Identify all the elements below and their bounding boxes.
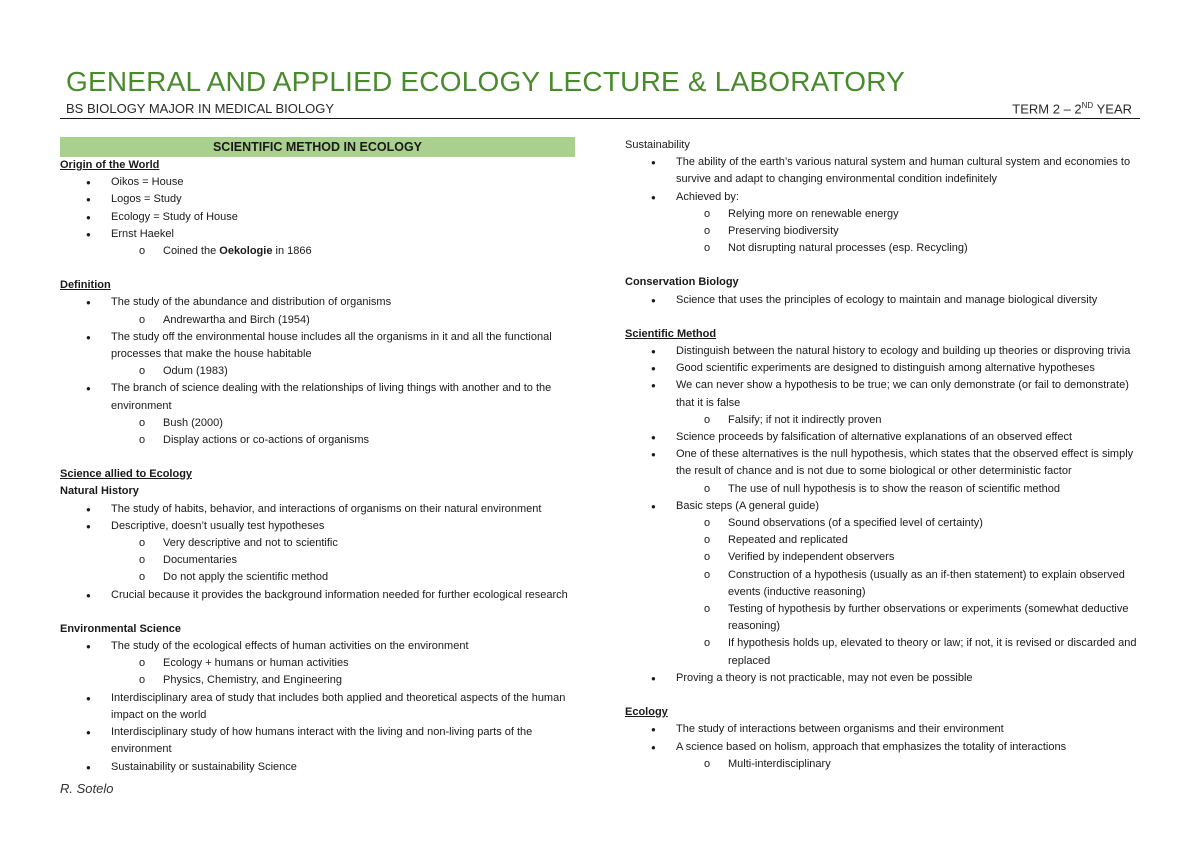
list-item: ● Interdisciplinary study of how humans interact with the living and non-living parts of the environment [111,724,575,758]
sub-list-item: o Repeated and replicated [728,532,1145,549]
list-item [111,294,575,328]
list-item-text: Ernst Haekel [111,227,174,240]
list-item-text: The study of the ecological effects of human activities on the environment [111,640,469,653]
sub-list-item: o Construction of a hypothesis (usually as an if-then statement) to explain observed events (inductive reasoning) [728,567,1145,601]
list-item-text: A science based on holism, approach that emphasizes the totality of interactions [676,740,1067,753]
sub-list-item: o Falsify; if not it indirectly proven [728,412,1145,429]
list-item [111,518,575,587]
sub-list-item: o Display actions or co-actions of organisms [163,432,575,449]
sub-list [676,206,1145,258]
heading-environmental-science: Environmental Science [60,622,182,635]
heading-origin: Origin of the World [60,159,160,171]
sub-list-item: o Ecology + humans or human activities [163,655,575,672]
author-signature: R. Sotelo [60,781,114,796]
sub-list [111,535,575,587]
list-item [111,329,575,381]
sub-list-item: o Do not apply the scientific method [163,569,575,586]
right-column [625,137,1145,773]
list-item: ● Proving a theory is not practicable, may not even be possible [676,670,1145,687]
sub-list-item: o Very descriptive and not to scientific [163,535,575,552]
sub-list-item: o Bush (2000) [163,415,575,432]
sub-list [676,515,1145,670]
left-column [60,137,575,776]
heading-ecology: Ecology [625,706,668,719]
heading-scientific-method: Scientific Method [625,327,717,340]
list-item [676,739,1145,773]
list-item: ● Science proceeds by falsification of alternative explanations of an observed effect [676,429,1145,446]
term-superscript: ND [1081,101,1094,110]
list-item: ● The study of interactions between organisms and their environment [676,721,1145,738]
list-item [676,189,1145,258]
sub-list-item: o Testing of hypothesis by further observations or experiments (somewhat deductive reasoning) [728,601,1145,635]
heading-sustainability: Sustainability [625,139,690,151]
list-item [676,377,1145,429]
section-banner: SCIENTIFIC METHOD IN ECOLOGY [60,137,575,157]
list-item-text: We can never show a hypothesis to be true; we can only demonstrate (or fail to demonstrate) that it is false [676,379,1129,409]
list-item: ● Oikos = House [111,174,575,191]
sub-list [676,412,1145,429]
heading-definition: Definition [60,279,111,292]
sub-list-item [163,243,575,260]
coined-term: Oekologie [219,245,273,258]
list-item [111,380,575,449]
heading-allied: Science allied to Ecology [60,468,193,481]
sub-list [111,415,575,449]
list-item [676,446,1145,498]
list-item-text: One of these alternatives is the null hypothesis, which states that the observed effect is simply the result of chance and is not due to some biological or other deterministic factor [676,448,1134,478]
heading-conservation-biology: Conservation Biology [625,276,739,289]
sub-list-item: o Sound observations (of a specified level of certainty) [728,515,1145,532]
sub-list-item: o Multi-interdisciplinary [728,756,1145,773]
list-item: ● Distinguish between the natural history to ecology and building up theories or disproving trivia [676,343,1145,360]
sub-list [111,655,575,689]
conservation-list [625,292,1145,309]
list-item: ● Logos = Study [111,191,575,208]
list-item [111,226,575,260]
coined-text: Coined the [163,245,220,258]
term-label [1012,101,1132,116]
list-item [111,638,575,690]
list-item-text: Achieved by: [676,190,739,203]
sub-list-item: o If hypothesis holds up, elevated to theory or law; if not, it is revised or discarded and replaced [728,635,1145,669]
scientific-method-list [625,343,1145,687]
list-item: ● The study of habits, behavior, and interactions of organisms on their natural environment [111,501,575,518]
list-item-text: The study off the environmental house includes all the organisms in it and all the functional processes that make the house habitable [111,330,552,361]
sub-list-item: o The use of null hypothesis is to show the reason of scientific method [728,481,1145,498]
term-prefix: TERM 2 – 2 [1012,101,1082,117]
natural-history-list [60,501,575,604]
list-item: ● The ability of the earth’s various natural system and human cultural system and economies to survive and adapt to changing environmental condition indefinitely [676,154,1145,188]
document-subtitle: BS BIOLOGY MAJOR IN MEDICAL BIOLOGY [66,101,335,116]
header-rule [60,118,1140,119]
environmental-list [60,638,575,776]
list-item-text: Basic steps (A general guide) [676,499,820,512]
list-item-text: Descriptive, doesn’t usually test hypotheses [111,519,325,532]
spacer [60,260,575,277]
sub-list [676,756,1145,773]
sub-list [111,363,575,380]
sub-list [111,243,575,260]
sub-list-item: o Odum (1983) [163,363,575,380]
coined-year: in 1866 [272,245,312,258]
list-item: ● Interdisciplinary area of study that includes both applied and theoretical aspects of the human impact on the world [111,690,575,724]
list-item-text: The study of the abundance and distribution of organisms [111,296,392,309]
list-item: ● Crucial because it provides the background information needed for further ecological research [111,587,575,604]
sustainability-list [625,154,1145,257]
list-item: ● Science that uses the principles of ecology to maintain and manage biological diversity [676,292,1145,309]
sub-list-item: o Relying more on renewable energy [728,206,1145,223]
term-suffix: YEAR [1093,101,1132,117]
heading-natural-history: Natural History [60,485,139,498]
list-item: ● Sustainability or sustainability Science [111,759,575,776]
definition-list [60,294,575,449]
document-title: GENERAL AND APPLIED ECOLOGY LECTURE & LABORATORY [66,66,905,97]
sub-list-item: o Andrewartha and Birch (1954) [163,312,575,329]
spacer [625,309,1145,326]
list-item: ● Ecology = Study of House [111,209,575,226]
sub-list-item: o Verified by independent observers [728,549,1145,566]
spacer [625,687,1145,704]
spacer [625,257,1145,274]
sub-list-item: o Documentaries [163,552,575,569]
sub-list-item: o Physics, Chemistry, and Engineering [163,672,575,689]
origin-list [60,174,575,260]
spacer [60,604,575,621]
spacer [60,449,575,466]
list-item: ● Good scientific experiments are designed to distinguish among alternative hypotheses [676,360,1145,377]
sub-list-item: o Preserving biodiversity [728,223,1145,240]
list-item [676,498,1145,670]
sub-list-item: o Not disrupting natural processes (esp. Recycling) [728,240,1145,257]
sub-list [111,312,575,329]
ecology-list [625,721,1145,773]
sub-list [676,481,1145,498]
list-item-text: The branch of science dealing with the relationships of living things with another and to the environment [111,382,552,412]
